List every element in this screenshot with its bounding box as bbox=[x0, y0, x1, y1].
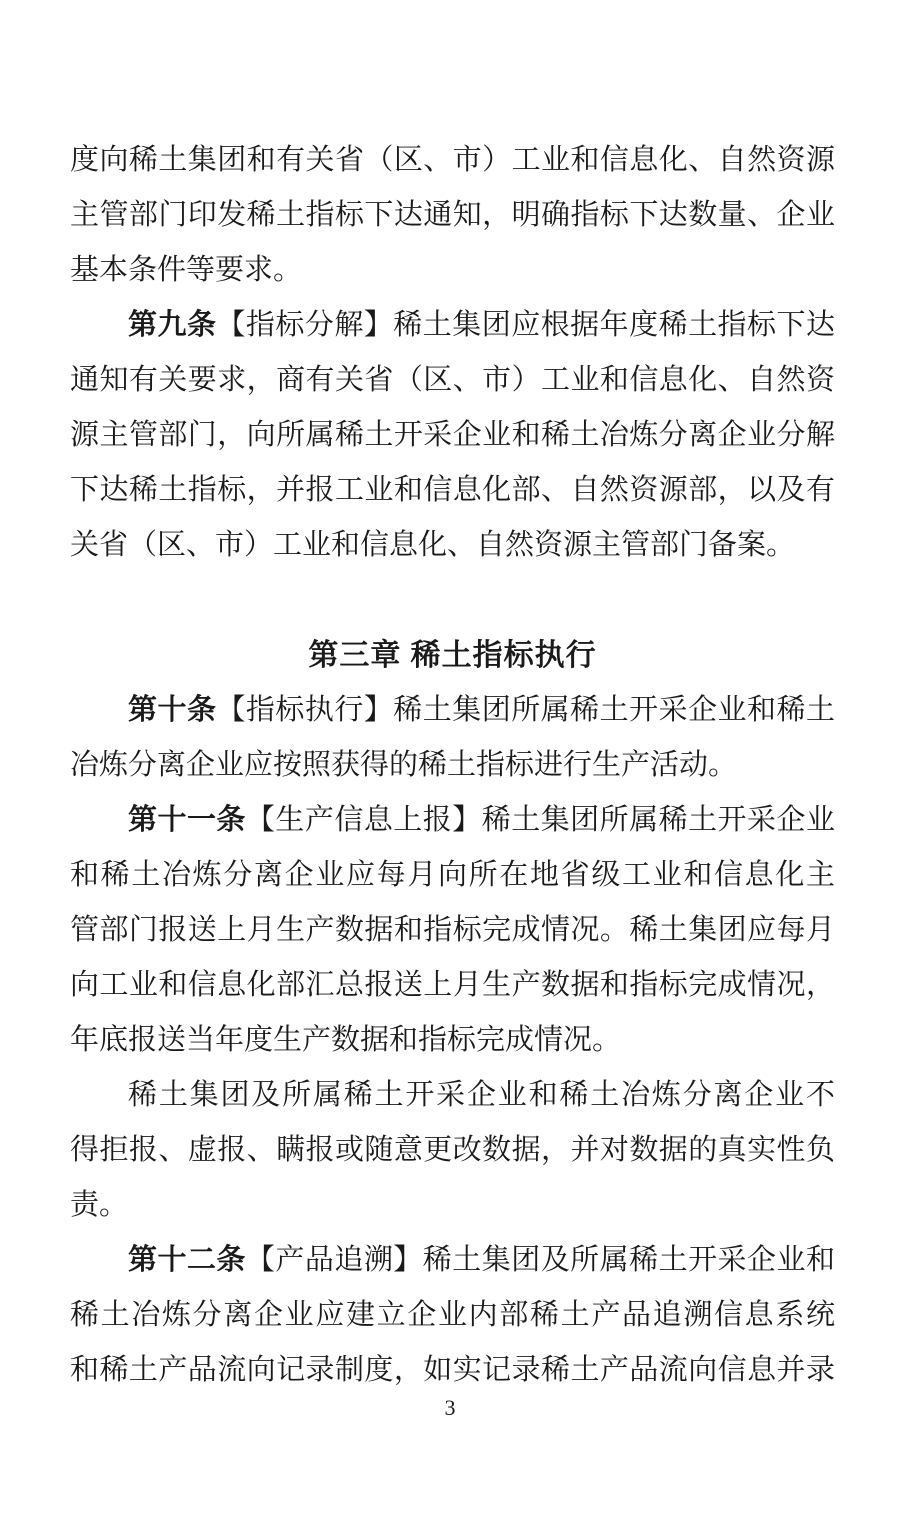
article-11-paragraph-2 bbox=[70, 1068, 835, 1233]
paragraph-continuation bbox=[70, 133, 835, 298]
text-line: 责。 bbox=[70, 1189, 129, 1221]
article-12-label: 第十二条 bbox=[128, 1244, 246, 1276]
text-line: 度向稀土集团和有关省（区、市）工业和信息化、自然资源 bbox=[70, 144, 835, 176]
text-line: 基本条件等要求。 bbox=[70, 254, 303, 286]
text-line: 通知有关要求，商有关省（区、市）工业和信息化、自然资 bbox=[70, 364, 835, 396]
text-line: 稀土集团及所属稀土开采企业和稀土冶炼分离企业不 bbox=[128, 1079, 835, 1111]
article-12 bbox=[70, 1233, 835, 1398]
text-line: 冶炼分离企业应按照获得的稀土指标进行生产活动。 bbox=[70, 749, 738, 781]
article-10 bbox=[70, 683, 835, 793]
page-number: 3 bbox=[444, 1395, 456, 1420]
article-10-body-start: 【指标执行】稀土集团所属稀土开采企业和稀土 bbox=[216, 694, 835, 726]
text-line: 年底报送当年度生产数据和指标完成情况。 bbox=[70, 1024, 622, 1056]
text-line: 得拒报、虚报、瞒报或随意更改数据，并对数据的真实性负 bbox=[70, 1134, 835, 1166]
article-10-label: 第十条 bbox=[128, 694, 217, 726]
chapter-heading: 第三章 稀土指标执行 bbox=[308, 639, 597, 672]
article-11 bbox=[70, 793, 835, 1068]
text-line: 主管部门印发稀土指标下达通知，明确指标下达数量、企业 bbox=[70, 199, 835, 231]
text-line bbox=[70, 1233, 835, 1288]
text-line: 稀土冶炼分离企业应建立企业内部稀土产品追溯信息系统 bbox=[70, 1299, 835, 1331]
article-11-label: 第十一条 bbox=[128, 804, 246, 836]
text-line: 向工业和信息化部汇总报送上月生产数据和指标完成情况， bbox=[70, 969, 835, 1001]
article-12-body-start: 【产品追溯】稀土集团及所属稀土开采企业和 bbox=[245, 1244, 835, 1276]
article-9 bbox=[70, 298, 835, 573]
text-line: 源主管部门，向所属稀土开采企业和稀土冶炼分离企业分解 bbox=[70, 419, 835, 451]
text-line: 和稀土产品流向记录制度，如实记录稀土产品流向信息并录 bbox=[70, 1354, 835, 1386]
article-9-body-start: 【指标分解】稀土集团应根据年度稀土指标下达 bbox=[216, 309, 835, 341]
article-9-label: 第九条 bbox=[128, 309, 217, 341]
text-line: 关省（区、市）工业和信息化、自然资源主管部门备案。 bbox=[70, 529, 796, 561]
document-content bbox=[70, 133, 835, 1398]
text-line bbox=[70, 683, 835, 738]
text-line: 下达稀土指标，并报工业和信息化部、自然资源部，以及有 bbox=[70, 474, 835, 506]
text-line: 管部门报送上月生产数据和指标完成情况。稀土集团应每月 bbox=[70, 914, 835, 946]
text-line bbox=[70, 298, 835, 353]
text-line: 和稀土冶炼分离企业应每月向所在地省级工业和信息化主 bbox=[70, 859, 835, 891]
article-11-body-start: 【生产信息上报】稀土集团所属稀土开采企业 bbox=[245, 804, 835, 836]
text-line bbox=[70, 793, 835, 848]
